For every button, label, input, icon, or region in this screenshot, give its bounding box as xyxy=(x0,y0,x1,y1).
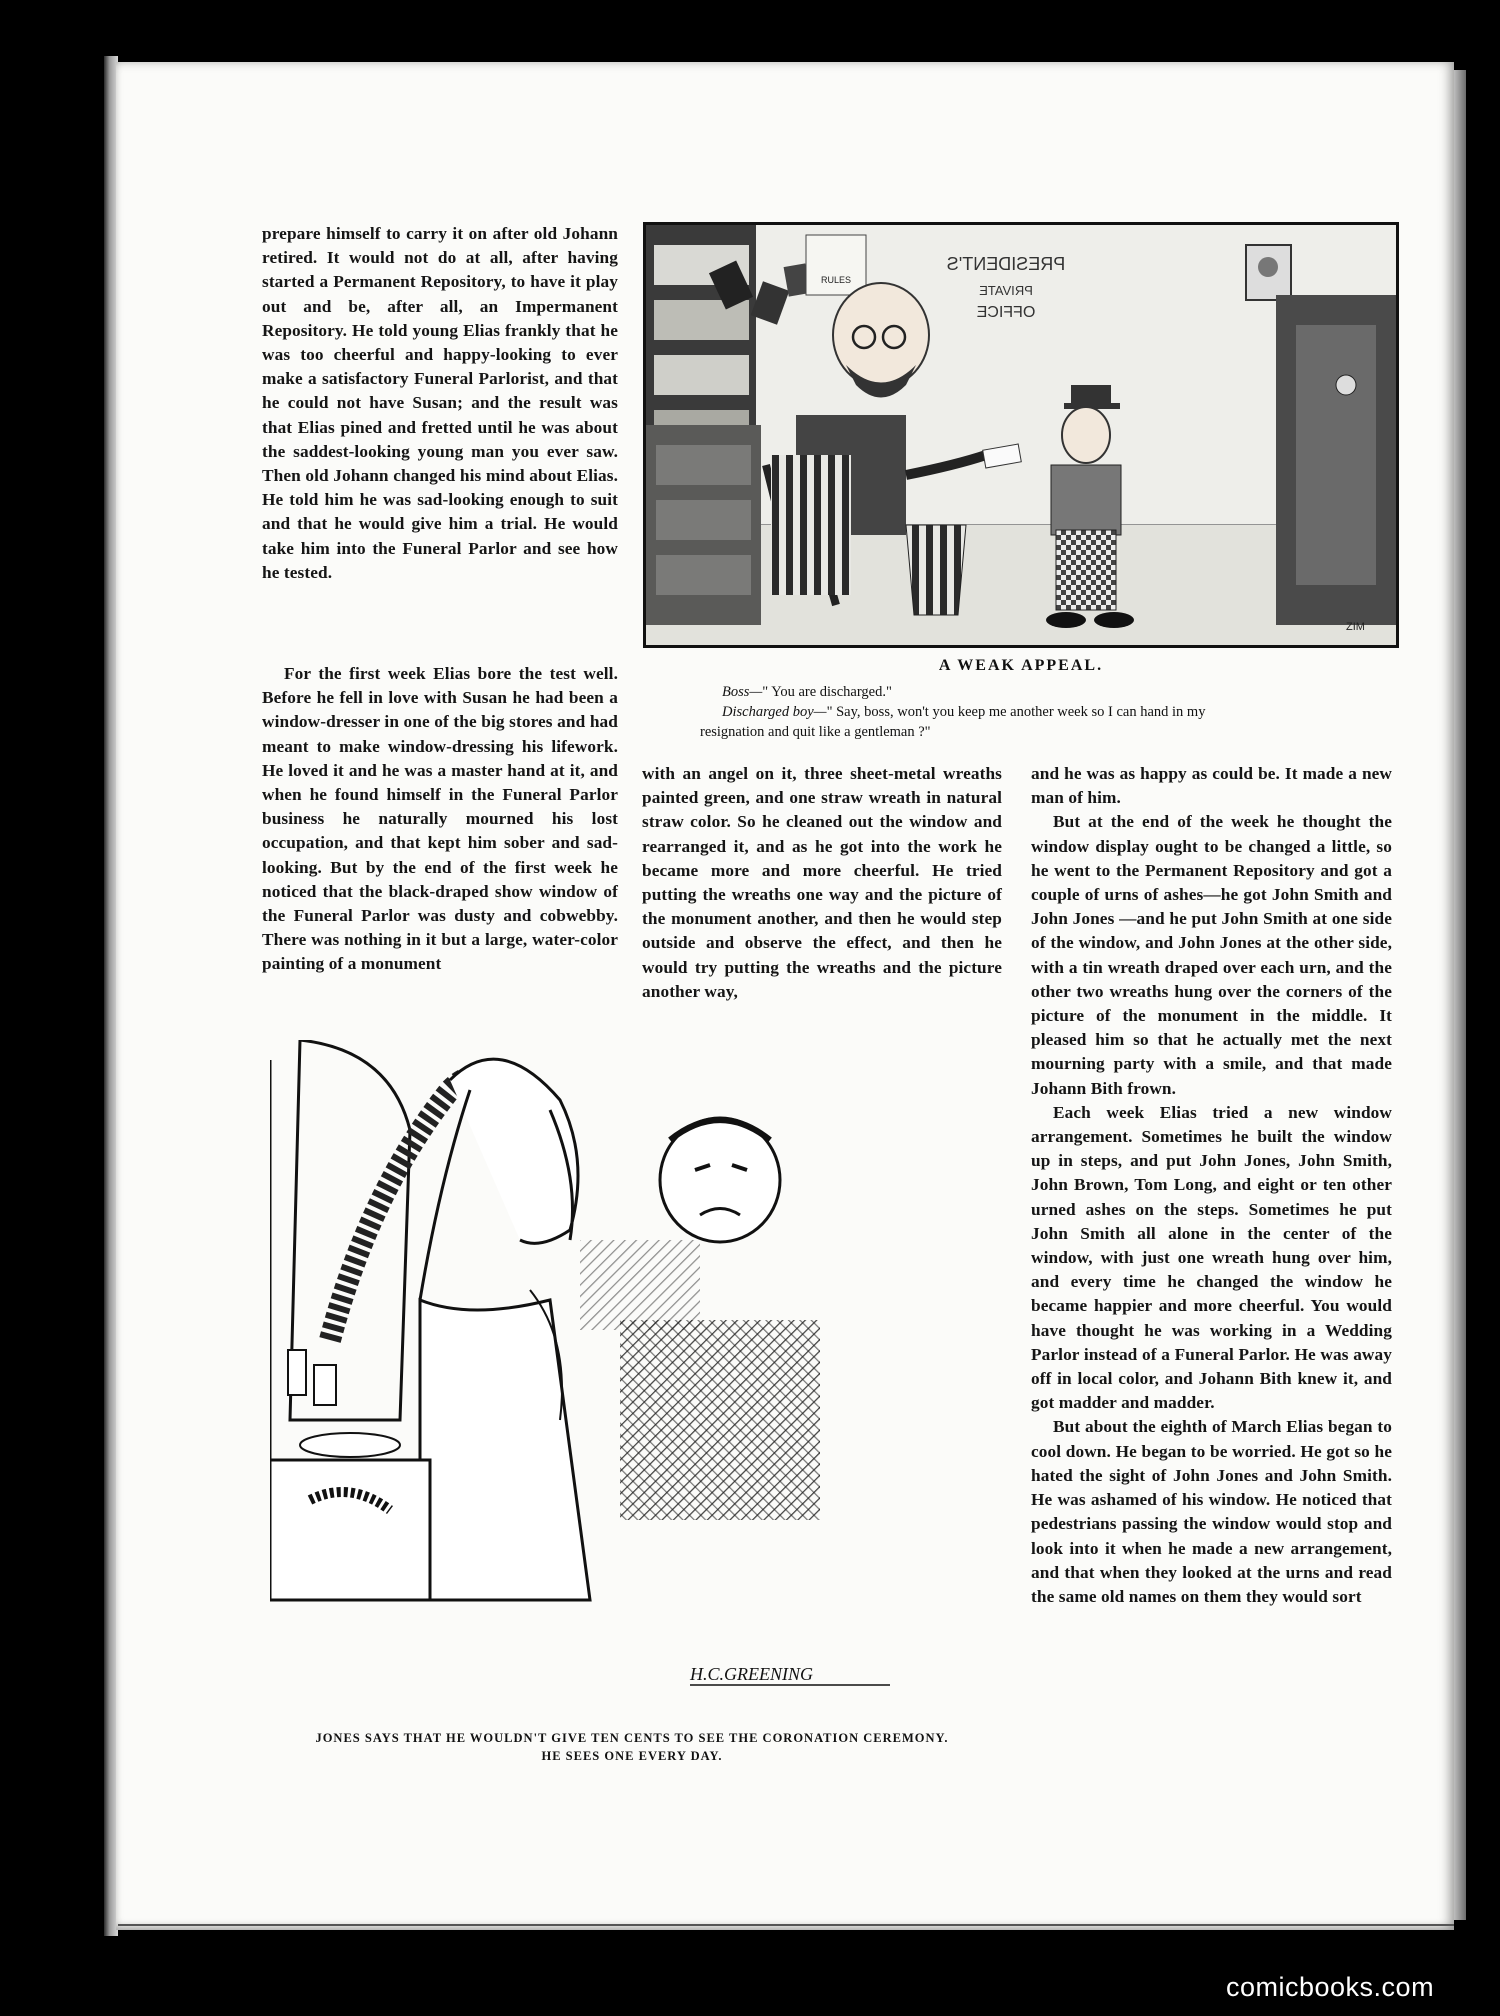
paragraph: But about the eighth of March Elias began to cool down. He began to be worried. He got so he hated the sight of John Jones and John Smith. He was ashamed of his window. He noticed that pedestrians passing the window would stop and look into it when he made a new arrangement, and that when they looked at the urns and read the same old names on them they would sort xyxy=(1031,1417,1392,1606)
page-edge xyxy=(1454,70,1466,1920)
dialogue-line-1 xyxy=(722,682,1422,702)
dialogue-line-2 xyxy=(722,702,1422,722)
dialogue-line-3: resignation and quit like a gentleman ?" xyxy=(700,724,931,740)
speaker-boss: Boss— xyxy=(722,684,763,700)
site-watermark: comicbooks.com xyxy=(1226,1972,1435,2002)
cartoon-caption-title: A WEAK APPEAL. xyxy=(938,657,1104,674)
line-text: " You are discharged." xyxy=(762,684,892,700)
cartoon-caption-dialogue xyxy=(700,682,1422,742)
paragraph: with an angel on it, three sheet-metal wreaths painted green, and one straw wreath in natural straw color. So he cleaned out the window and rearranged it, and as he got into the work he became more and more cheerful. He tried putting the wreaths one way and the picture of the monument another, and then he would step outside and observe the effect, and then he would try putting the wreaths and the picture another way, xyxy=(642,764,1002,1001)
column-2 xyxy=(642,762,1002,1004)
paragraph: But at the end of the week he thought the window display ought to be changed a little, so he went to the Permanent Repository and got a couple of urns of ashes—he got John Smith and John Jones —and he put John Smith at one side of the window, and John Jones at the other side, with a tin wreath draped over each urn, and the other two wreaths hung over the corners of the picture of the monument in the middle. It pleased him so that he actually met the next mourning party with a smile, and that made Johann Bith frown. xyxy=(1031,812,1392,1098)
column-3 xyxy=(1031,762,1392,1609)
office-scene-illustration xyxy=(646,225,1396,645)
paragraph: For the first week Elias bore the test well. Before he fell in love with Susan he had been a window-dresser in one of the big stores and had meant to make window-dressing his lifework. He loved it and he was a master hand at it, and when he found himself in the Funeral Parlor business he naturally mourned his lost occupation, and that kept him sober and sad-looking. But by the end of the first week he noticed that the black-draped show window of the Funeral Parlor was dusty and cobwebby. There was nothing in it but a large, water-color painting of a monument xyxy=(262,664,618,974)
cartoon-caption xyxy=(262,1729,1002,1765)
cartoon-coronation xyxy=(270,1040,1030,1720)
paragraph: Each week Elias tried a new window arrangement. Sometimes he built the window up in steps, and put John Jones, John Smith, John Brown, Tom Long, and eight or ten other urned ashes on the steps. Sometimes he put John Smith all alone in the center of the window, with just one wreath hung over him, and every time he changed the window he became happier and more cheerful. You would have thought he was working in a Wedding Parlor instead of a Funeral Parlor. He was away off in local color, and Johann Bith knew it, and got madder and madder. xyxy=(1031,1102,1392,1413)
bottom-rule xyxy=(118,1924,1454,1926)
paragraph: prepare himself to carry it on after old Johann retired. It would not do at all, after having started a Permanent Repository, to have it play out and be, after all, an Impermanent Repository. He told young Elias frankly that he was too cheerful and happy-looking to ever make a satisfactory Funeral Parlorist, and that he could not have Susan; and the result was that Elias pined and fretted until he was about the saddest-looking young man you ever saw. Then old Johann changed his mind about Elias. He told him he was sad-looking enough to suit and that he would give him a trial. He would take him into the Funeral Parlor and see how he tested. xyxy=(262,224,618,582)
caption-line-2: HE SEES ONE EVERY DAY. xyxy=(541,1749,723,1763)
woman-mirror-illustration xyxy=(270,1040,1030,1720)
paragraph: and he was as happy as could be. It made a new man of him. xyxy=(1031,764,1392,808)
cartoon-signature: H.C.GREENING xyxy=(690,1664,813,1684)
caption-line-1: JONES SAYS THAT HE WOULDN'T GIVE TEN CENTS TO SEE THE CORONATION CEREMONY. xyxy=(315,1731,949,1745)
wall-sign: RULES xyxy=(820,275,852,285)
door-sign-line-1: PRESIDENT'S xyxy=(946,254,1066,274)
line-text: " Say, boss, won't you keep me another week so I can hand in my xyxy=(826,704,1206,720)
column-1-bottom xyxy=(262,662,618,977)
door-sign-line-3: OFFICE xyxy=(976,304,1036,321)
column-1-top xyxy=(262,222,618,585)
door-sign-line-2: PRIVATE xyxy=(979,283,1033,298)
cartoon-signature: ZIM xyxy=(1346,621,1365,633)
speaker-boy: Discharged boy— xyxy=(722,704,827,720)
cartoon-weak-appeal xyxy=(643,222,1399,648)
